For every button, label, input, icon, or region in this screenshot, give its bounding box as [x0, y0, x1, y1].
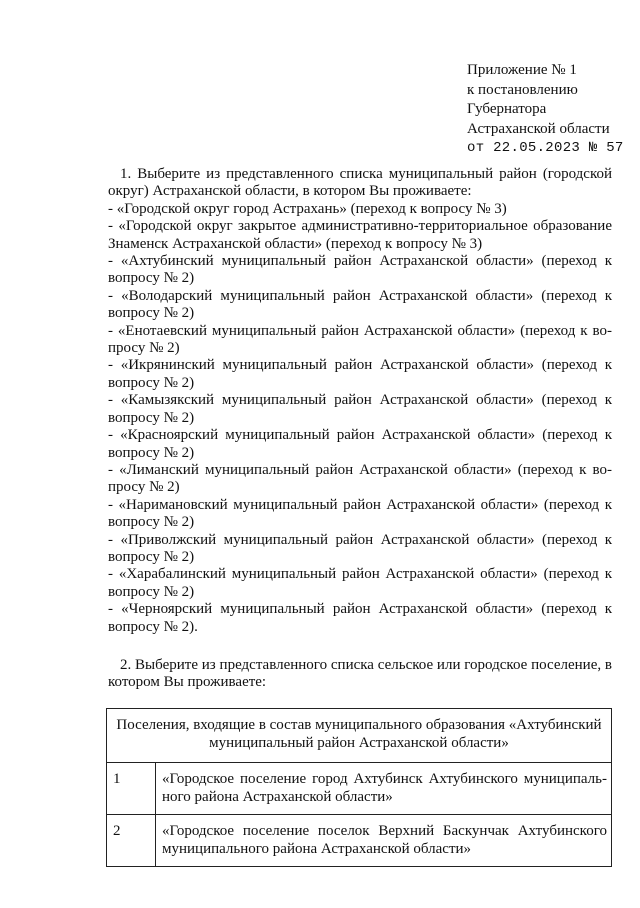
question-1-text: 1. Выберите из представленного списка муниципальный район (городской округ) Астраханской области, в котором Вы проживаете: — [108, 166, 612, 200]
option-item: - «Черноярский муниципальный район Астраханской области» (переход к вопросу № 2). — [108, 601, 612, 635]
option-item: - «Енотаевский муниципальный район Астраханской области» (переход к во-просу № 2) — [108, 322, 612, 357]
option-item: - «Красноярский муниципальный район Астраханской области» (переход к вопросу № 2) — [108, 427, 612, 461]
option-item: - «Володарский муниципальный район Астраханской области» (переход к вопросу № 2) — [108, 287, 612, 322]
row-text: «Городское поселение город Ахтубинск Ахтубинского муниципаль-ного района Астраханской области» — [156, 763, 612, 815]
question-1 — [108, 166, 612, 636]
option-item: - «Харабалинский муниципальный район Астраханской области» (переход к вопросу № 2) — [108, 566, 612, 600]
option-item: - «Икрянинский муниципальный район Астраханской области» (переход к вопросу № 2) — [108, 357, 612, 391]
settlements-table — [106, 708, 612, 867]
row-number: 2 — [107, 815, 156, 867]
table-header-row — [107, 709, 612, 763]
question-2-text: 2. Выберите из представленного списка сельское или городское поселение, в котором Вы проживаете: — [108, 657, 612, 691]
appendix-line-4: Астраханской области — [467, 120, 610, 137]
table-row — [107, 763, 612, 815]
row-text: «Городское поселение поселок Верхний Баскунчак Ахтубинского муниципального района Астраханской области» — [156, 815, 612, 867]
option-item: - «Наримановский муниципальный район Астраханской области» (переход к вопросу № 2) — [108, 496, 612, 531]
appendix-date: от 22.05.2023 № 57 — [467, 140, 624, 156]
appendix-line-3: Губернатора — [467, 101, 547, 117]
appendix-line-1: Приложение № 1 — [467, 62, 577, 78]
row-number: 1 — [107, 763, 156, 815]
option-item: - «Городской округ закрытое административно-территориальное образование Знаменск Астраханской области» (переход к вопросу № 3) — [108, 218, 612, 252]
option-item: - «Камызякский муниципальный район Астраханской области» (переход к вопросу № 2) — [108, 392, 612, 426]
option-item: - «Ахтубинский муниципальный район Астраханской области» (переход к вопросу № 2) — [108, 253, 612, 287]
table-header: Поселения, входящие в состав муниципального образования «Ахтубинский муниципальный район Астраханской области» — [107, 709, 612, 763]
appendix-header — [467, 61, 624, 159]
appendix-line-2: к постановлению — [467, 81, 578, 98]
option-item: - «Приволжский муниципальный район Астраханской области» (переход к вопросу № 2) — [108, 531, 612, 565]
option-item: - «Городской округ город Астрахань» (переход к вопросу № 3) — [108, 200, 507, 217]
question-2 — [108, 657, 612, 692]
table-row — [107, 815, 612, 867]
option-item: - «Лиманский муниципальный район Астраханской области» (переход к во-просу № 2) — [108, 461, 612, 496]
